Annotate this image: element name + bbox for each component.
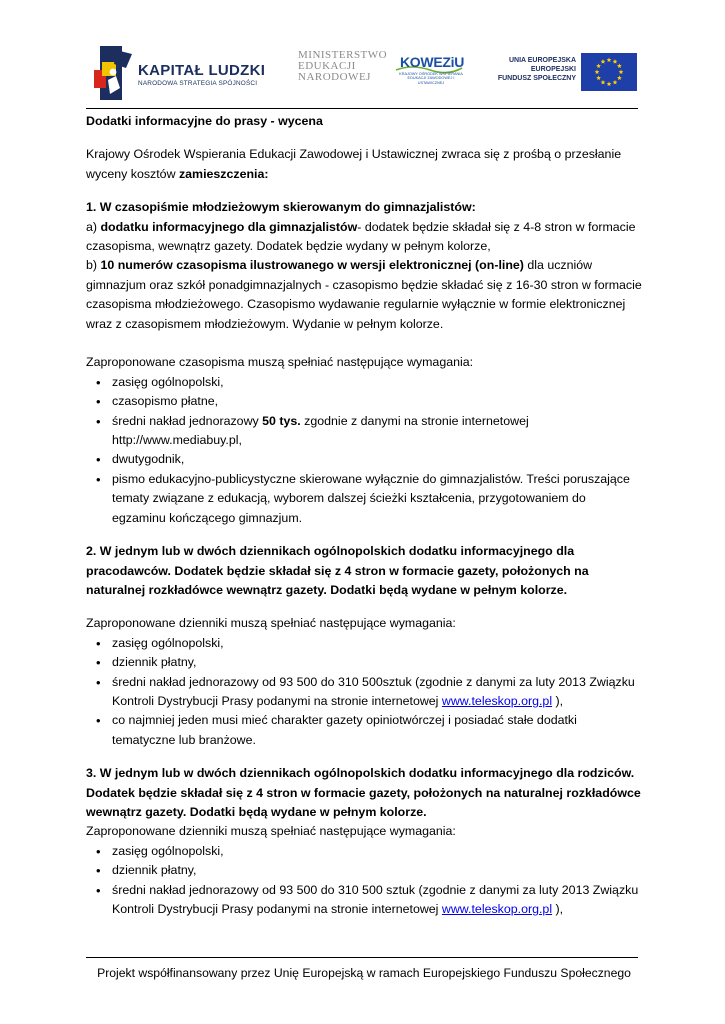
section-1-requirements-list xyxy=(86,373,642,528)
list-item: • pismo edukacyjno-publicystyczne skierowane wyłącznie do gimnazjalistów. Treści poruszające tematy związane z edukacją, wyborem dalszej ścieżki kształcenia, przygotowaniem do egzaminu kończącego gimnazjum. xyxy=(86,470,642,528)
eu-line-2: EUROPEJSKI xyxy=(530,66,576,73)
page-header xyxy=(0,0,725,110)
section-1-requirements-intro: Zaproponowane czasopisma muszą spełniać następujące wymagania: xyxy=(86,355,474,370)
section-1-item-b: b) 10 numerów czasopisma ilustrowanego w wersji elektronicznej (on-line) dla uczniów gimnazjum oraz szkół ponadgimnazjalnych - czasopismo będzie składać się z 16-30 stron w formacie czasopisma młodzieżowego. Czasopismo wydawanie regularnie wyłącznie w formie elektronicznej wraz z czasopismem młodzieżowym. Wydanie w pełnym kolorze. xyxy=(86,258,642,331)
koweziu-name: KOWEZiU xyxy=(400,54,465,70)
ministry-line-2: EDUKACJI xyxy=(298,60,356,72)
section-3-heading: 3. W jednym lub w dwóch dziennikach ogólnopolskich dodatku informacyjnego dla rodziców. Dodatek będzie składał się z 4 stron w formacie gazety, położonych na naturalnej rozkładówce wewnątrz gazety. Dodatki będą wydane w pełnym kolorze. xyxy=(86,766,641,819)
list-item: • dwutygodnik, xyxy=(86,450,642,469)
koweziu-subtitle: KRAJOWY OŚRODEK WSPIERANIA EDUKACJI ZAWODOWEJ I USTAWICZNEJ xyxy=(399,72,463,85)
teleskop-link[interactable]: www.teleskop.org.pl xyxy=(441,693,553,708)
eu-line-3: FUNDUSZ SPOŁECZNY xyxy=(497,75,576,82)
list-item: • zasięg ogólnopolski, xyxy=(86,373,642,392)
list-item: • zasięg ogólnopolski, xyxy=(86,842,642,861)
list-item: • średni nakład jednorazowy od 93 500 do 310 500sztuk (zgodnie z danymi za luty 2013 Związku Kontroli Dystrybucji Prasy podanymi na stronie internetowej www.teleskop.org.pl ), xyxy=(86,673,642,712)
list-item: • dziennik płatny, xyxy=(86,861,642,880)
ministry-line-3: NARODOWEJ xyxy=(298,71,371,83)
teleskop-link[interactable]: www.teleskop.org.pl xyxy=(441,902,553,917)
list-item: • czasopismo płatne, xyxy=(86,392,642,411)
section-1-heading: 1. W czasopiśmie młodzieżowym skierowanym do gimnazjalistów: xyxy=(86,200,476,215)
section-1-item-a: a) dodatku informacyjnego dla gimnazjalistów- dodatek będzie składał się z 4-8 stron w formacie czasopisma, wewnątrz gazety. Dodatek będzie wydany w pełnym kolorze, xyxy=(86,219,636,254)
eu-flag-icon xyxy=(581,53,637,91)
intro-paragraph: Krajowy Ośrodek Wspierania Edukacji Zawodowej i Ustawicznej zwraca się z prośbą o przesłanie wyceny kosztów zamieszczenia: xyxy=(86,147,622,181)
ministry-line-1: MINISTERSTWO xyxy=(298,49,388,61)
kapital-ludzki-subtitle: NARODOWA STRATEGIA SPÓJNOŚCI xyxy=(138,80,258,87)
footer-divider xyxy=(86,957,638,958)
section-2-requirements-intro: Zaproponowane dzienniki muszą spełniać następujące wymagania: xyxy=(86,616,456,631)
section-3-requirements-intro: Zaproponowane dzienniki muszą spełniać następujące wymagania: xyxy=(86,824,456,839)
eu-text-block xyxy=(496,56,576,83)
kapital-ludzki-title: KAPITAŁ LUDZKI xyxy=(138,62,266,79)
header-divider xyxy=(86,108,638,109)
list-item: • co najmniej jeden musi mieć charakter gazety opiniotwórczej i posiadać stałe dodatki tematyczne lub branżowe. xyxy=(86,711,642,750)
kapital-ludzki-logo-icon xyxy=(86,44,136,100)
list-item: • zasięg ogólnopolski, xyxy=(86,634,642,653)
section-3-requirements-list xyxy=(86,842,642,920)
list-item: • dziennik płatny, xyxy=(86,653,642,672)
footer-text: Projekt współfinansowany przez Unię Europejską w ramach Europejskiego Funduszu Społecznego xyxy=(97,966,631,980)
section-2-requirements-list xyxy=(86,634,642,750)
eu-line-1: UNIA EUROPEJSKA xyxy=(508,57,576,64)
section-2-heading: 2. W jednym lub w dwóch dziennikach ogólnopolskich dodatku informacyjnego dla pracodawców. Dodatek będzie składał się z 4 stron w formacie gazety, położonych na naturalnej rozkładówce wewnątrz gazety. Dodatki będą wydane w pełnym kolorze. xyxy=(86,544,589,597)
ministry-logo xyxy=(298,50,387,83)
list-item: • średni nakład jednorazowy 50 tys. zgodnie z danymi na stronie internetowej http://www.mediabuy.pl, xyxy=(86,412,642,451)
list-item: • średni nakład jednorazowy od 93 500 do 310 500 sztuk (zgodnie z danymi za luty 2013 Związku Kontroli Dystrybucji Prasy podanymi na stronie internetowej www.teleskop.org.pl ), xyxy=(86,881,642,920)
document-title: Dodatki informacyjne do prasy - wycena xyxy=(86,114,323,128)
document-body xyxy=(86,112,642,919)
koweziu-logo xyxy=(392,52,466,92)
